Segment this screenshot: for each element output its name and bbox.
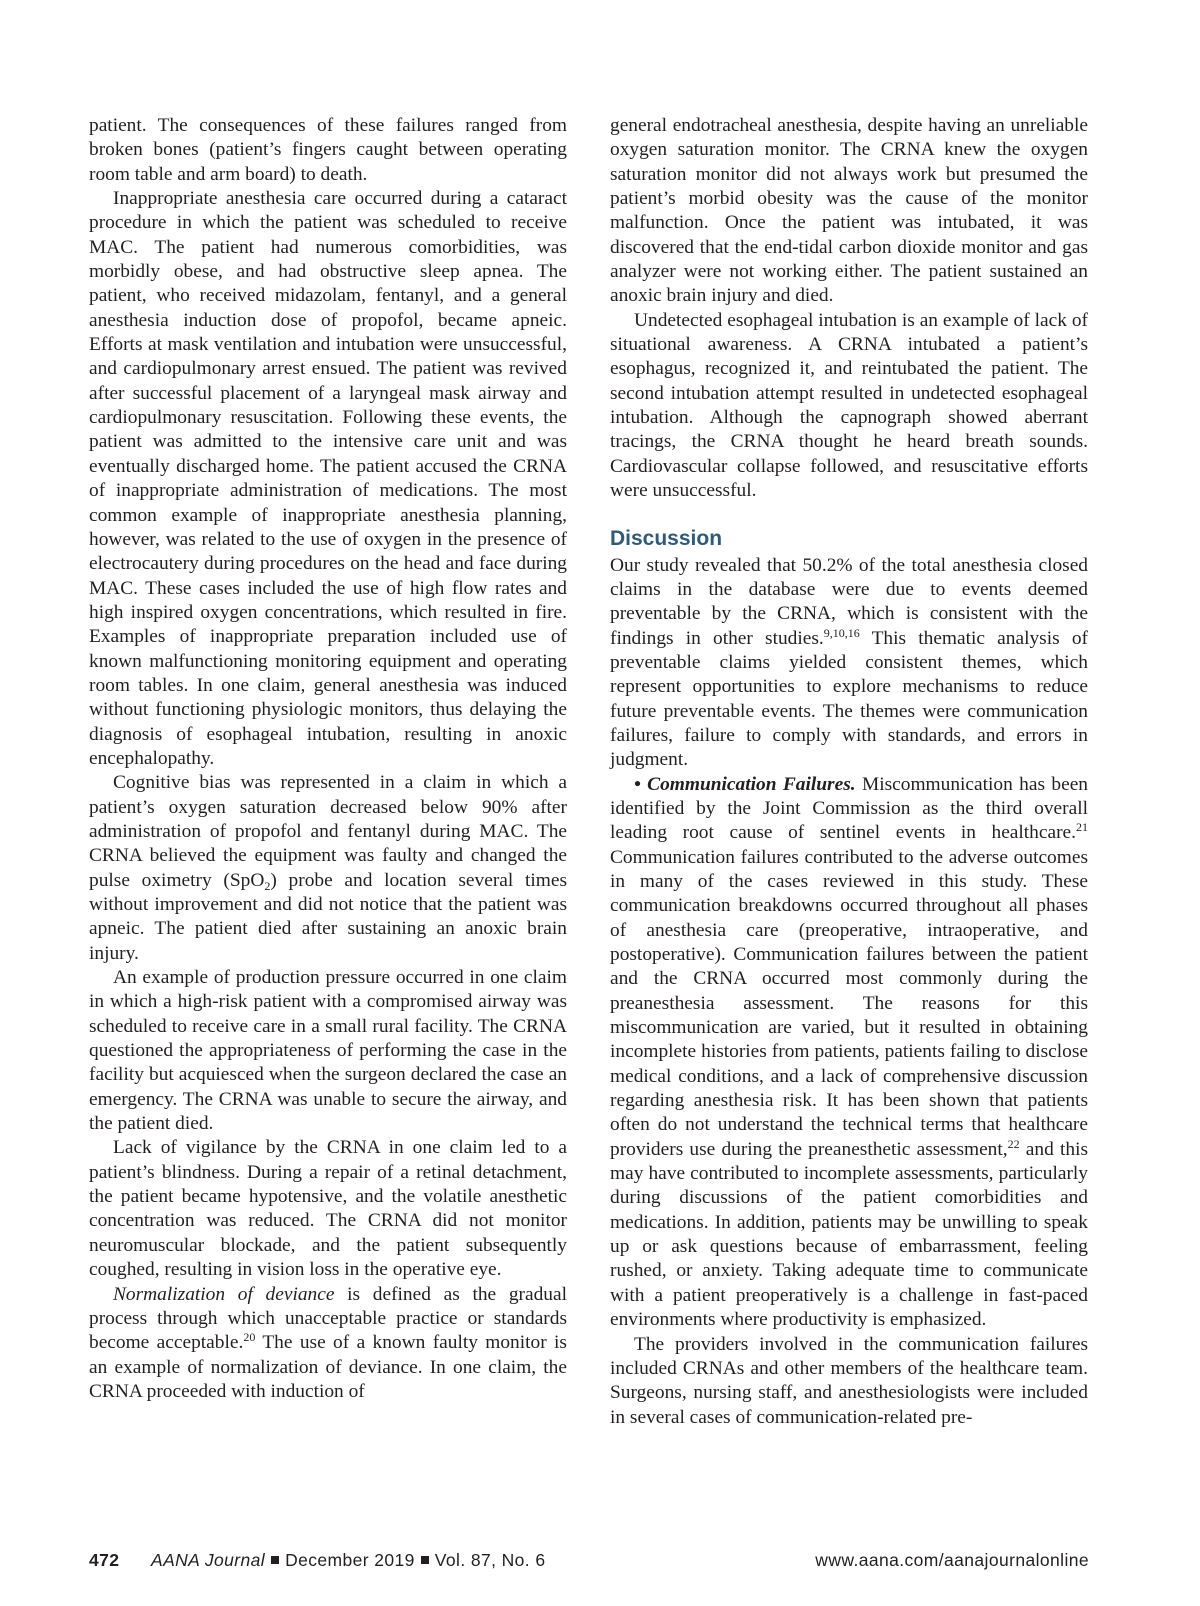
text-run: Miscommunication has been identified by the Joint Commission as the third overall leading root cause of sentinel events in healthcare. <box>610 773 1088 844</box>
paragraph: The providers involved in the communication failures included CRNAs and other members of the healthcare team. Surgeons, nursing staff, and anesthesiologists were included in several cases of communication-related pre- <box>610 1333 1088 1428</box>
text-run: This thematic analysis of preventable claims yielded consistent themes, which represent opportunities to explore mechanisms to reduce future preventable events. The themes were communication failures, failure to comply with standards, and errors in judgment. <box>610 627 1088 771</box>
text-run: ) probe and location several times without improvement and did not notice that the patient was apneic. The patient died after sustaining an anoxic brain injury. <box>89 869 568 964</box>
journal-citation <box>151 1550 545 1571</box>
paragraph: patient. The consequences of these failures ranged from broken bones (patient’s fingers caught between operating room table and arm board) to death. <box>89 115 567 185</box>
paragraph <box>89 1283 567 1405</box>
section-heading: Discussion <box>610 526 723 550</box>
citation-superscript: 22 <box>1007 1136 1020 1151</box>
citation-superscript: 21 <box>1076 820 1088 835</box>
text-run: is defined as the gradual process through which unacceptable practice or standards become acceptable. <box>89 1283 567 1354</box>
paragraph: general endotracheal anesthesia, despite having an unreliable oxygen saturation monitor. The CRNA knew the oxygen saturation monitor did not always work but presumed the patient’s morbid obesity was the cause of the monitor malfunction. Once the patient was intubated, it was discovered that the end-tidal carbon dioxide monitor and gas analyzer were not working either. The patient sustained an anoxic brain injury and died. <box>610 115 1088 307</box>
paragraph: Undetected esophageal intubation is an example of lack of situational awareness. A CRNA intubated a patient’s esophagus, recognized it, and reintubated the patient. The second intubation attempt resulted in undetected esophageal intubation. Although the capnograph showed aberrant tracings, the CRNA thought he heard breath sounds. Cardiovascular collapse followed, and resuscitative efforts were unsuccessful. <box>610 309 1088 502</box>
text-run: Communication failures contributed to the adverse outcomes in many of the cases reviewed in this study. These communication breakdowns occurred throughout all phases of anesthesia care (preoperative, intraoperative, and postoperative). Communication failures between the patient and the CRNA occurred most commonly during the preanesthesia assessment. The reasons for this miscommunication are varied, but it resulted in obtaining incomplete histories from patients, patients failing to disclose medical conditions, and a lack of comprehensive discussion regarding anesthesia risk. It has been shown that patients often do not understand the technical terms that healthcare providers use during the preanesthetic assessment, <box>610 846 1088 1160</box>
citation-superscript: 9,10,16 <box>823 625 860 640</box>
journal-url[interactable]: www.aana.com/aanajournalonline <box>815 1550 1089 1570</box>
paragraph: An example of production pressure occurred in one claim in which a high-risk patient with a compromised airway was scheduled to receive care in a small rural facility. The CRNA questioned the appropriateness of performing the case in the facility but acquiesced when the surgeon declared the case an emergency. The CRNA was unable to secure the airway, and the patient died. <box>89 967 567 1135</box>
page-footer <box>89 1550 1089 1574</box>
journal-name: AANA Journal <box>151 1550 266 1570</box>
subscript: 2 <box>264 878 271 893</box>
text-run: and this may have contributed to incomplete assessments, particularly during discussions of the patient comorbidities and medications. In addition, patients may be unwilling to speak up or ask questions because of embarrassment, feeling rushed, or anxiety. Taking adequate time to communicate with a patient preoperatively is a challenge in fast-paced environments where productivity is emphasized. <box>610 1138 1089 1331</box>
citation-superscript: 20 <box>243 1330 256 1345</box>
square-bullet-icon <box>421 1556 429 1564</box>
subsection-lead: • Communication Failures. <box>634 773 856 795</box>
issue-date: December 2019 <box>285 1550 415 1570</box>
italic-term: Normalization of deviance <box>113 1283 335 1305</box>
paragraph <box>610 554 1088 773</box>
paragraph <box>610 773 1088 1333</box>
square-bullet-icon <box>271 1556 279 1564</box>
text-run: The use of a known faulty monitor is an example of normalization of deviance. In one claim, the CRNA proceeded with induction of <box>89 1332 567 1402</box>
paragraph: Inappropriate anesthesia care occurred during a cataract procedure in which the patient was scheduled to receive MAC. The patient had numerous comorbidities, was morbidly obese, and had obstructive sleep apnea. The patient, who received midazolam, fentanyl, and a general anesthesia induction dose of propofol, became apneic. Efforts at mask ventilation and intubation were unsuccessful, and cardiopulmonary arrest ensued. The patient was revived after successful placement of a laryngeal mask airway and cardiopulmonary resuscitation. Following these events, the patient was admitted to the intensive care unit and was eventually discharged home. The patient accused the CRNA of inappropriate administration of medications. The most common example of inappropriate anesthesia planning, however, was related to the use of oxygen in the presence of electrocautery during procedures on the head and face during MAC. These cases included the use of high flow rates and high inspired oxygen concentrations, which resulted in fire. Examples of inappropriate preparation included use of known malfunctioning monitoring equipment and operating room tables. In one claim, general anesthesia was induced without functioning physiologic monitors, thus delaying the diagnosis of esophageal intubation, resulting in anoxic encephalopathy. <box>89 188 567 769</box>
left-column <box>89 114 567 1404</box>
page-number: 472 <box>89 1550 120 1570</box>
paragraph <box>89 771 567 966</box>
volume-number: Vol. 87, No. 6 <box>434 1550 546 1570</box>
text-run: Cognitive bias was represented in a claim in which a patient’s oxygen saturation decreased below 90% after administration of propofol and fentanyl during MAC. The CRNA believed the equipment was faulty and changed the pulse oximetry (SpO <box>89 772 567 891</box>
paragraph: Lack of vigilance by the CRNA in one claim led to a patient’s blindness. During a repair of a retinal detachment, the patient became hypotensive, and the volatile anesthetic concentration was reduced. The CRNA did not monitor neuromuscular blockade, and the patient subsequently coughed, resulting in vision loss in the operative eye. <box>89 1137 567 1281</box>
text-run: Our study revealed that 50.2% of the total anesthesia closed claims in the database were due to events deemed preventable by the CRNA, which is consistent with the findings in other studies. <box>610 554 1088 649</box>
right-column <box>610 114 1088 1430</box>
